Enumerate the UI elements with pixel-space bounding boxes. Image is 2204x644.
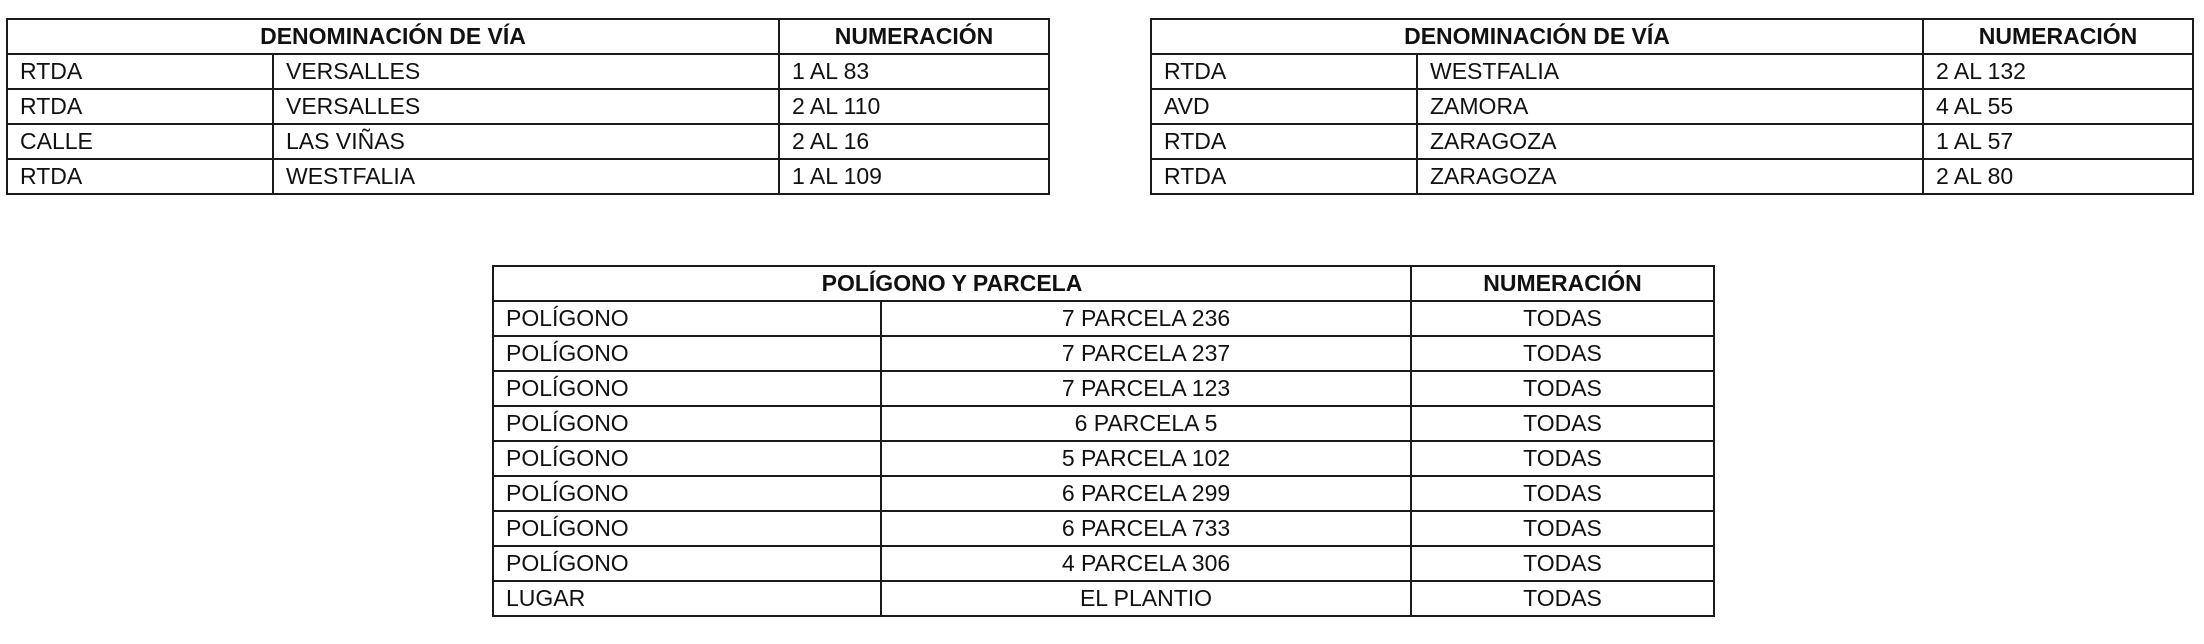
via-numeracion: 1 AL 83 [779,54,1049,89]
table-row [493,441,1714,476]
numeracion: TODAS [1411,546,1714,581]
table-row [1151,159,2193,194]
poligono-tipo: POLÍGONO [493,546,881,581]
via-tipo: AVD [1151,89,1417,124]
poligono-tipo: POLÍGONO [493,371,881,406]
via-nombre: WESTFALIA [1417,54,1923,89]
parcela: 7 PARCELA 236 [881,301,1411,336]
via-nombre: VERSALLES [273,89,779,124]
table-header-row [1151,19,2193,54]
street-table-right [1150,18,2194,195]
header-numeracion: NUMERACIÓN [1411,266,1714,301]
via-nombre: ZARAGOZA [1417,124,1923,159]
parcela: 4 PARCELA 306 [881,546,1411,581]
parcela: 7 PARCELA 123 [881,371,1411,406]
via-numeracion: 1 AL 57 [1923,124,2193,159]
table-row [1151,89,2193,124]
table-header-row [493,266,1714,301]
numeracion: TODAS [1411,406,1714,441]
table-row [493,476,1714,511]
numeracion: TODAS [1411,301,1714,336]
via-numeracion: 4 AL 55 [1923,89,2193,124]
table-row [493,406,1714,441]
table-row [493,511,1714,546]
poligono-tipo: POLÍGONO [493,511,881,546]
via-numeracion: 2 AL 80 [1923,159,2193,194]
via-tipo: RTDA [7,159,273,194]
via-tipo: RTDA [1151,124,1417,159]
poligono-parcela-table [492,265,1715,617]
poligono-tipo: POLÍGONO [493,301,881,336]
header-numeracion: NUMERACIÓN [1923,19,2193,54]
poligono-tipo: LUGAR [493,581,881,616]
numeracion: TODAS [1411,581,1714,616]
via-tipo: RTDA [1151,54,1417,89]
table-row [493,336,1714,371]
numeracion: TODAS [1411,441,1714,476]
via-tipo: CALLE [7,124,273,159]
numeracion: TODAS [1411,371,1714,406]
via-tipo: RTDA [1151,159,1417,194]
table-row [7,159,1049,194]
table-row [1151,54,2193,89]
poligono-tipo: POLÍGONO [493,406,881,441]
parcela: 6 PARCELA 5 [881,406,1411,441]
via-tipo: RTDA [7,89,273,124]
table-row [493,581,1714,616]
table-row [493,371,1714,406]
parcela: EL PLANTIO [881,581,1411,616]
parcela: 5 PARCELA 102 [881,441,1411,476]
header-denominacion: DENOMINACIÓN DE VÍA [7,19,779,54]
parcela: 6 PARCELA 299 [881,476,1411,511]
via-numeracion: 2 AL 110 [779,89,1049,124]
parcela: 6 PARCELA 733 [881,511,1411,546]
via-tipo: RTDA [7,54,273,89]
header-denominacion: DENOMINACIÓN DE VÍA [1151,19,1923,54]
header-poligono-parcela: POLÍGONO Y PARCELA [493,266,1411,301]
table-row [7,89,1049,124]
via-numeracion: 2 AL 16 [779,124,1049,159]
poligono-tipo: POLÍGONO [493,441,881,476]
numeracion: TODAS [1411,476,1714,511]
poligono-tipo: POLÍGONO [493,476,881,511]
via-numeracion: 1 AL 109 [779,159,1049,194]
via-nombre: LAS VIÑAS [273,124,779,159]
table-row [493,301,1714,336]
via-nombre: VERSALLES [273,54,779,89]
table-row [1151,124,2193,159]
via-nombre: ZARAGOZA [1417,159,1923,194]
via-nombre: ZAMORA [1417,89,1923,124]
parcela: 7 PARCELA 237 [881,336,1411,371]
table-row [7,54,1049,89]
via-numeracion: 2 AL 132 [1923,54,2193,89]
street-table-left [6,18,1050,195]
via-nombre: WESTFALIA [273,159,779,194]
table-row [7,124,1049,159]
poligono-tipo: POLÍGONO [493,336,881,371]
table-row [493,546,1714,581]
numeracion: TODAS [1411,511,1714,546]
table-header-row [7,19,1049,54]
header-numeracion: NUMERACIÓN [779,19,1049,54]
numeracion: TODAS [1411,336,1714,371]
